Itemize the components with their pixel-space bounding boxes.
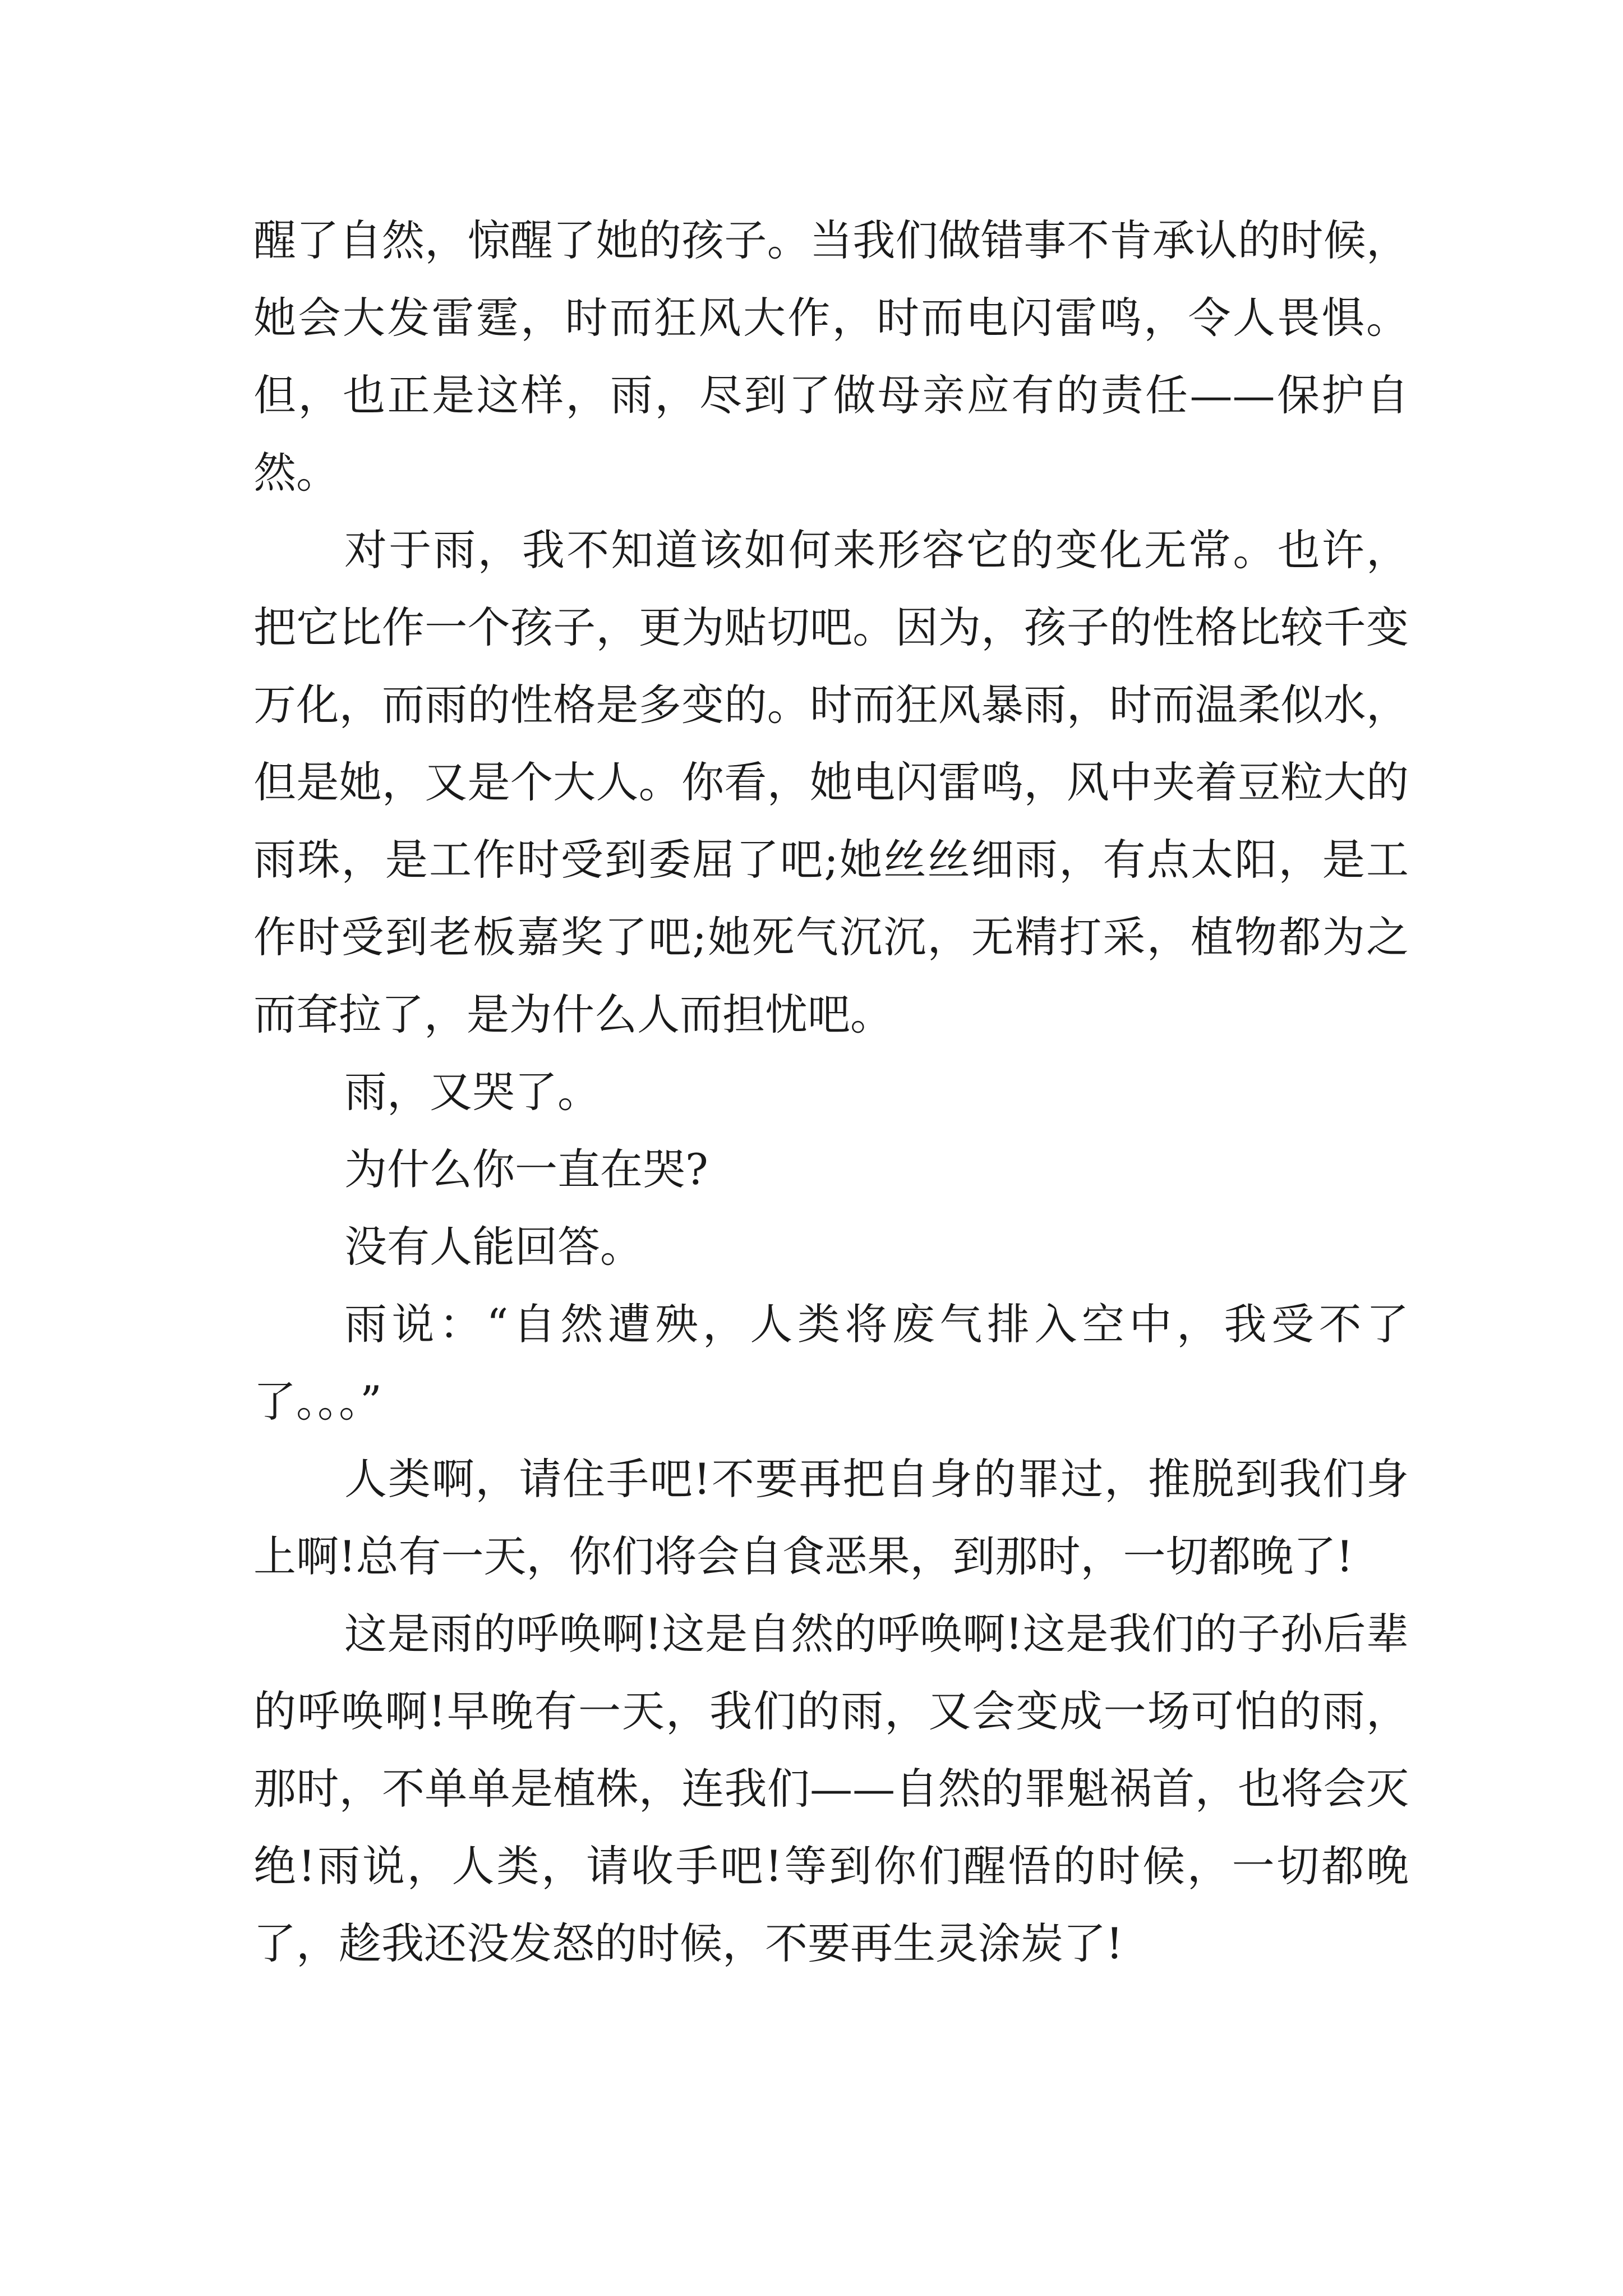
paragraph-6: 雨说：“自然遭殃，人类将废气排入空中，我受不了了。。。”	[253, 1299, 1409, 1427]
paragraph-3: 雨，又哭了。	[344, 1067, 600, 1117]
paragraph-4: 为什么你一直在哭?	[344, 1144, 708, 1194]
paragraph-7: 人类啊，请住手吧!不要再把自身的罪过，推脱到我们身上啊!总有一天，你们将会自食恶果，到那时，一切都晚了!	[253, 1454, 1409, 1581]
paragraph-8: 这是雨的呼唤啊!这是自然的呼唤啊!这是我们的子孙后辈的呼唤啊!早晚有一天，我们的雨，又会变成一场可怕的雨，那时，不单单是植株，连我们——自然的罪魁祸首，也将会灭绝!雨说，人类，请收手吧!等到你们醒悟的时候，一切都晚了，趁我还没发怒的时候，不要再生灵涂炭了!	[253, 1609, 1409, 1968]
body-text	[253, 202, 1409, 1982]
paragraph-1: 醒了自然，惊醒了她的孩子。当我们做错事不肯承认的时候，她会大发雷霆，时而狂风大作，时而电闪雷鸣，令人畏惧。但，也正是这样，雨，尽到了做母亲应有的责任——保护自然。	[253, 215, 1409, 498]
paragraph-2: 对于雨，我不知道该如何来形容它的变化无常。也许，把它比作一个孩子，更为贴切吧。因为，孩子的性格比较千变万化，而雨的性格是多变的。时而狂风暴雨，时而温柔似水，但是她，又是个大人。你看，她电闪雷鸣，风中夹着豆粒大的雨珠，是工作时受到委屈了吧;她丝丝细雨，有点太阳，是工作时受到老板嘉奖了吧;她死气沉沉，无精打采，植物都为之而耷拉了，是为什么人而担忧吧。	[253, 525, 1409, 1039]
paragraph-5: 没有人能回答。	[344, 1222, 643, 1272]
